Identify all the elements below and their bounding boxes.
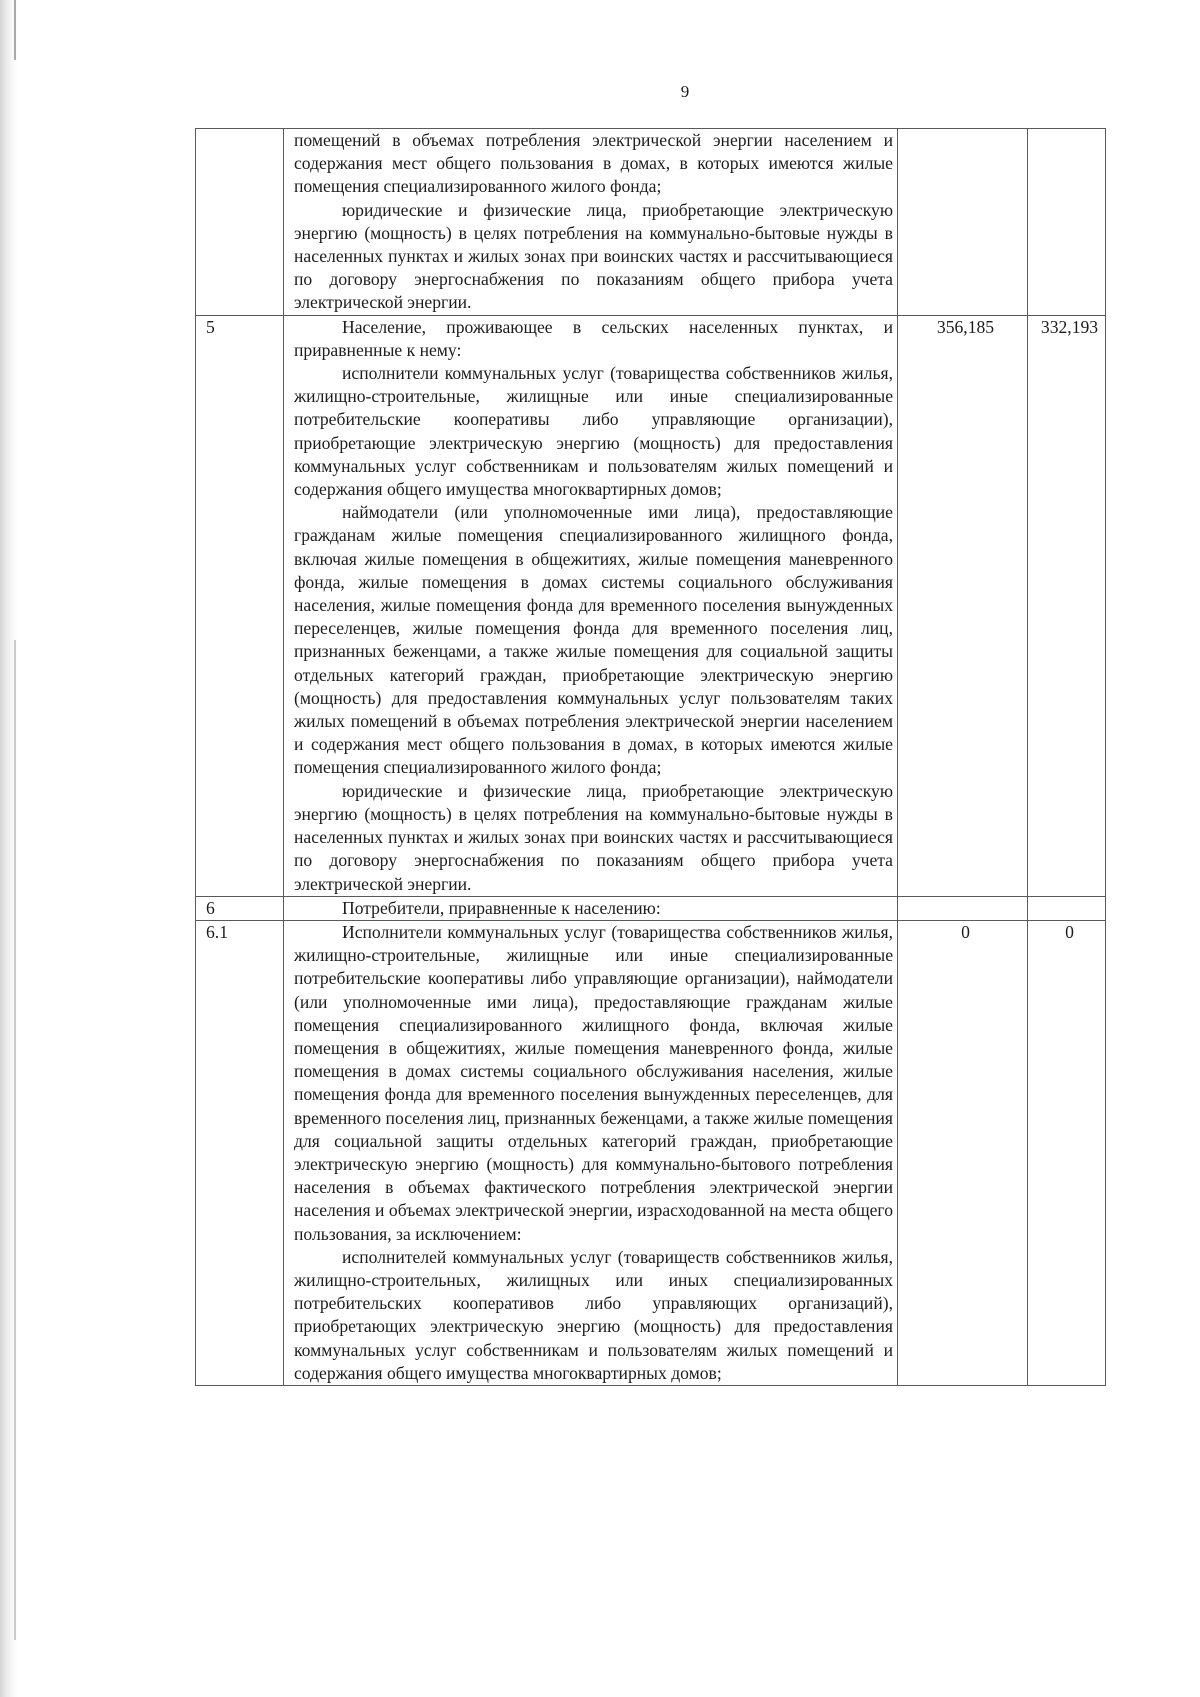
category-paragraph: исполнителей коммунальных услуг (товариществ собственников жилья, жилищно-строительных, жилищных или иных специализированных потребительских кооперативов либо управляющих организаций), приобретающих электрическую энергию (мощность) для предоставления коммунальных услуг собственникам и пользователям жилых помещений и содержания общего имущества многоквартирных домов; — [294, 1246, 893, 1383]
category-paragraph: юридические и физические лица, приобретающие электрическую энергию (мощность) в целях потребления на коммунально-бытовые нужды в населенных пунктах и жилых зонах при воинских частях и рассчитывающиеся по договору энергоснабжения по показаниям общего прибора учета электрической энергии. — [294, 780, 893, 894]
row-number-cell: 5 — [196, 315, 284, 896]
row-number-cell: 6.1 — [196, 920, 284, 1385]
table-row — [196, 920, 1106, 1385]
category-paragraph: помещений в объемах потребления электрической энергии населением и содержания мест общего пользования в домах, в которых имеются жилые помещения специализированного жилого фонда; — [294, 130, 893, 197]
table-row — [196, 896, 1106, 920]
tariff-table — [195, 128, 1106, 1386]
category-paragraph: исполнители коммунальных услуг (товарищества собственников жилья, жилищно-строительные, жилищные или иные специализированные потребительские кооперативы либо управляющие организации), приобретающие электрическую энергию (мощность) для предоставления коммунальных услуг собственникам и пользователям жилых помещений и содержания общего имущества многоквартирных домов; — [294, 363, 893, 500]
value-column-1 — [898, 896, 1028, 920]
scan-artifact — [14, 640, 16, 1640]
category-paragraph: Исполнители коммунальных услуг (товарищества собственников жилья, жилищно-строительные, жилищные или иные специализированные потребительские кооперативы либо управляющие организации), наймодатели (или уполномоченные ими лица), предоставляющие гражданам жилые помещения специализированного жилищного фонда, включая жилые помещения в общежитиях, жилые помещения маневренного фонда, жилые помещения в домах системы социального обслуживания населения, жилые помещения фонда для временного поселения вынужденных переселенцев, для временного поселения лиц, признанных беженцами, а также жилые помещения для социальной защиты отдельных категорий граждан, приобретающие электрическую энергию (мощность) для коммунально-бытового потребления населения в объемах фактического потребления электрической энергии населения и объемах электрической энергии, израсходованной на места общего пользования, за исключением: — [294, 921, 893, 1244]
row-number-cell: 6 — [196, 896, 284, 920]
page-number: 9 — [680, 82, 690, 101]
consumer-category-cell — [284, 129, 898, 316]
value-column-2 — [1028, 896, 1106, 920]
category-paragraph: юридические и физические лица, приобретающие электрическую энергию (мощность) в целях потребления на коммунально-бытовые нужды в населенных пунктах и жилых зонах при воинских частях и рассчитывающиеся по договору энергоснабжения по показаниям общего прибора учета электрической энергии. — [294, 199, 893, 313]
consumer-category-cell — [284, 896, 898, 920]
value-column-2 — [1028, 129, 1106, 316]
value-column-1: 356,185 — [898, 315, 1028, 896]
category-paragraph: наймодатели (или уполномоченные ими лица), предоставляющие гражданам жилые помещения специализированного жилищного фонда, включая жилые помещения в общежитиях, жилые помещения маневренного фонда, жилые помещения в домах системы социального обслуживания населения, жилые помещения фонда для временного поселения вынужденных переселенцев, жилые помещения фонда для временного поселения лиц, признанных беженцами, а также жилые помещения для социальной защиты отдельных категорий граждан, приобретающие электрическую энергию (мощность) для предоставления коммунальных услуг пользователям таких жилых помещений в объемах потребления электрической энергии населением и содержания мест общего пользования в домах, в которых имеются жилые помещения специализированного жилого фонда; — [294, 502, 893, 778]
scan-artifact — [14, 0, 16, 60]
table-row — [196, 129, 1106, 316]
value-column-2: 0 — [1028, 920, 1106, 1385]
table-row — [196, 315, 1106, 896]
category-paragraph: Население, проживающее в сельских населенных пунктах, и приравненные к нему: — [294, 316, 893, 360]
table-body — [196, 129, 1106, 1386]
consumer-category-cell — [284, 920, 898, 1385]
value-column-2: 332,193 — [1028, 315, 1106, 896]
value-column-1 — [898, 129, 1028, 316]
category-paragraph: Потребители, приравненные к населению: — [342, 897, 661, 918]
value-column-1: 0 — [898, 920, 1028, 1385]
scan-edge — [0, 0, 18, 1697]
consumer-category-cell — [284, 315, 898, 896]
row-number-cell — [196, 129, 284, 316]
